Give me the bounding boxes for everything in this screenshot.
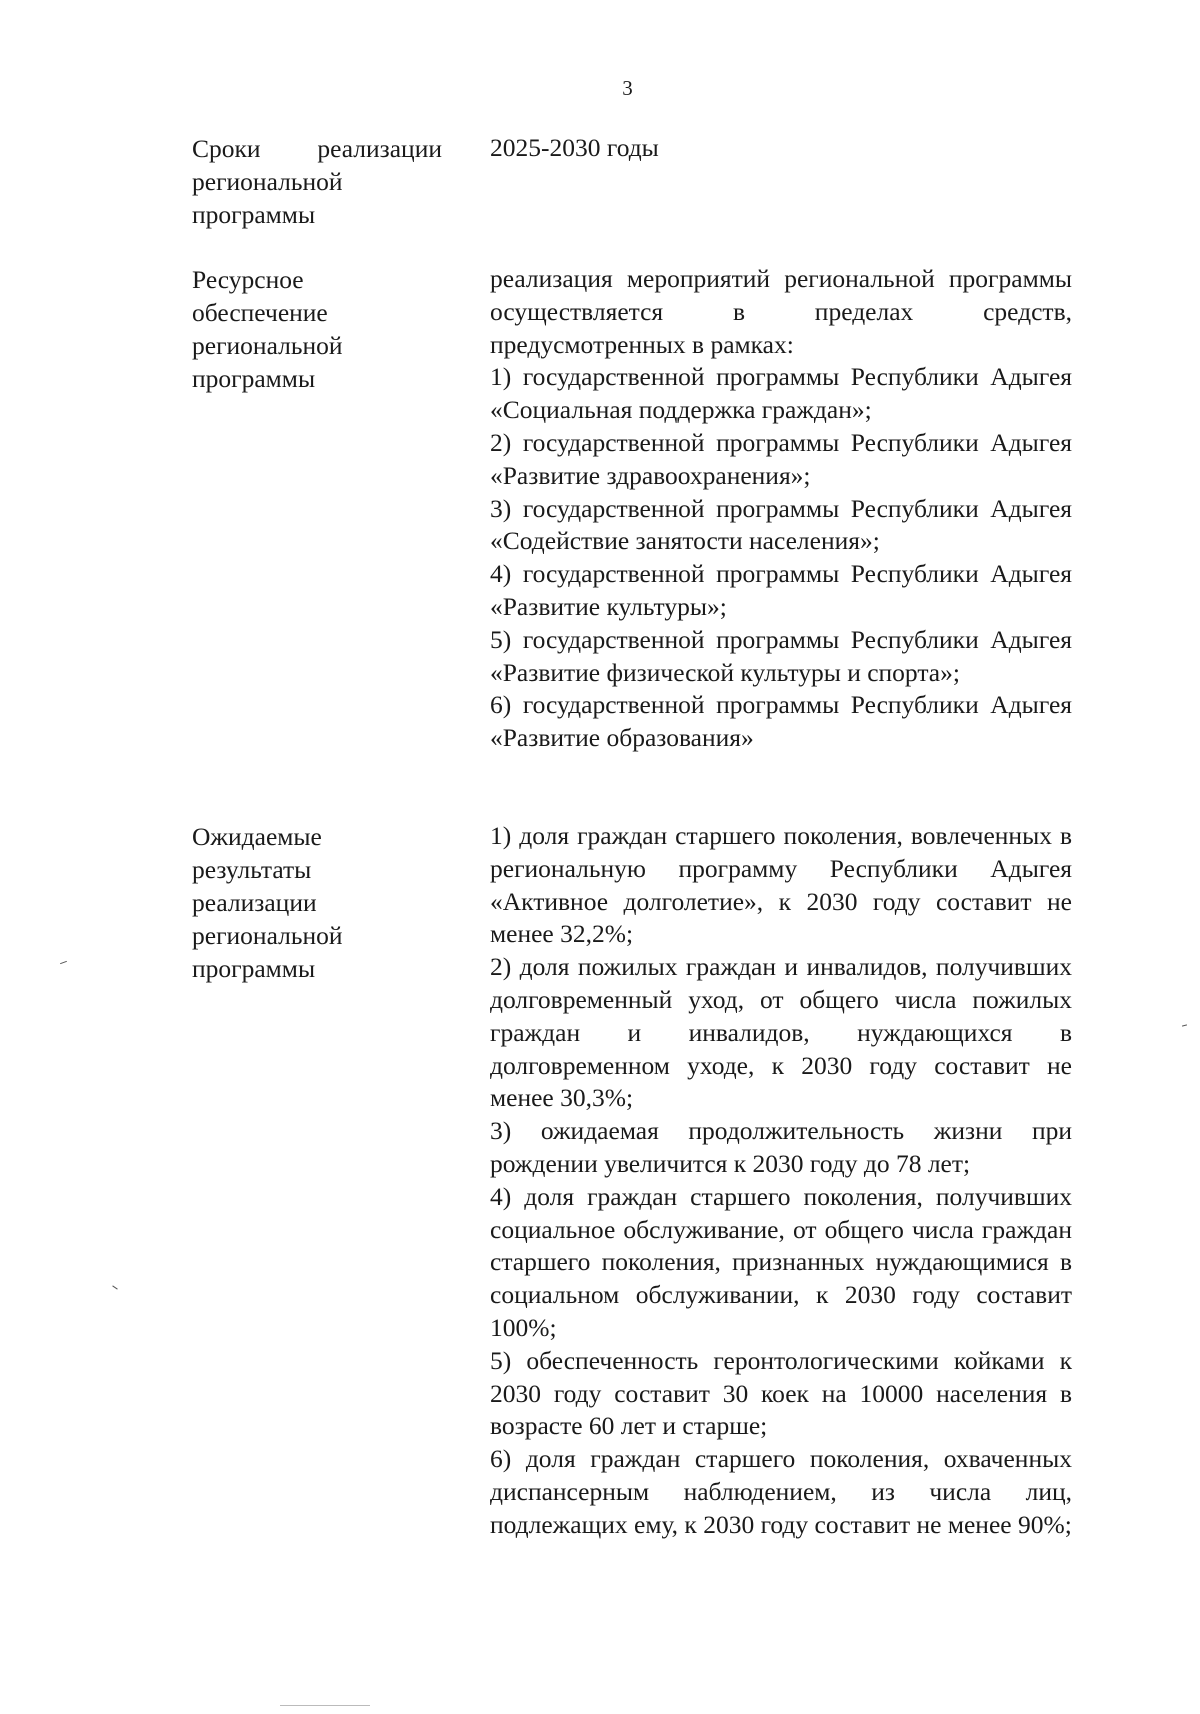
label-line: программы: [192, 200, 316, 229]
value-paragraph: 2025-2030 годы: [490, 133, 659, 162]
value-paragraph: 2) доля пожилых граждан и инвалидов, получивших долговременный уход, от общего числа пожилых граждан и инвалидов, нуждающихся в долговременном уходе, к 2030 году составит не менее 30,3%;: [490, 952, 1072, 1113]
row-value: [490, 263, 1072, 755]
page-number: 3: [622, 76, 633, 100]
value-paragraph: 3) ожидаемая продолжительность жизни при рождении увеличится к 2030 году до 78 лет;: [490, 1116, 1072, 1178]
label-line: программы: [192, 954, 316, 983]
value-paragraph: 1) доля граждан старшего поколения, вовлеченных в региональную программу Республики Адыгея «Активное долголетие», к 2030 году составит не менее 32,2%;: [490, 821, 1072, 949]
scan-artifact: [60, 961, 67, 964]
label-line: региональной: [192, 167, 343, 196]
scan-artifact: [112, 1285, 117, 1289]
value-paragraph: 6) доля граждан старшего поколения, охваченных диспансерным наблюдением, из числа лиц, подлежащих ему, к 2030 году составит не менее 90%;: [490, 1444, 1072, 1539]
value-paragraph: 4) государственной программы Республики Адыгея «Развитие культуры»;: [490, 559, 1072, 621]
label-line: программы: [192, 364, 316, 393]
scan-artifact: [1182, 1024, 1187, 1026]
label-line: Сроки реализации: [192, 134, 442, 163]
row-label: [192, 132, 442, 231]
row-label: [192, 820, 442, 985]
value-paragraph: 5) государственной программы Республики Адыгея «Развитие физической культуры и спорта»;: [490, 624, 1072, 687]
value-paragraph: 3) государственной программы Республики Адыгея «Содействие занятости населения»;: [490, 493, 1072, 556]
label-line: результаты: [192, 855, 312, 884]
label-line: Ожидаемые: [192, 822, 322, 851]
label-line: обеспечение: [192, 298, 328, 327]
label-line: Ресурсное: [192, 265, 304, 294]
label-line: реализации: [192, 888, 317, 917]
scan-artifact: [280, 1705, 370, 1706]
label-line: региональной: [192, 331, 343, 360]
value-paragraph: 2) государственной программы Республики Адыгея «Развитие здравоохранения»;: [490, 427, 1072, 490]
value-paragraph: 4) доля граждан старшего поколения, получивших социальное обслуживание, от общего числа граждан старшего поколения, признанных нуждающимися в социальном обслуживании, к 2030 году составит 100%;: [490, 1181, 1072, 1342]
row-value: [490, 132, 1072, 165]
value-paragraph: 5) обеспеченность геронтологическими койками к 2030 году составит 30 коек на 10000 населения в возрасте 60 лет и старше;: [490, 1345, 1072, 1441]
label-line: региональной: [192, 921, 343, 950]
value-paragraph: 1) государственной программы Республики Адыгея «Социальная поддержка граждан»;: [490, 362, 1072, 425]
value-paragraph: реализация мероприятий региональной программы осуществляется в пределах средств, предусмотренных в рамках:: [490, 264, 1072, 359]
value-paragraph: 6) государственной программы Республики Адыгея «Развитие образования»: [490, 690, 1072, 753]
row-value: [490, 820, 1072, 1542]
row-label: [192, 263, 442, 395]
